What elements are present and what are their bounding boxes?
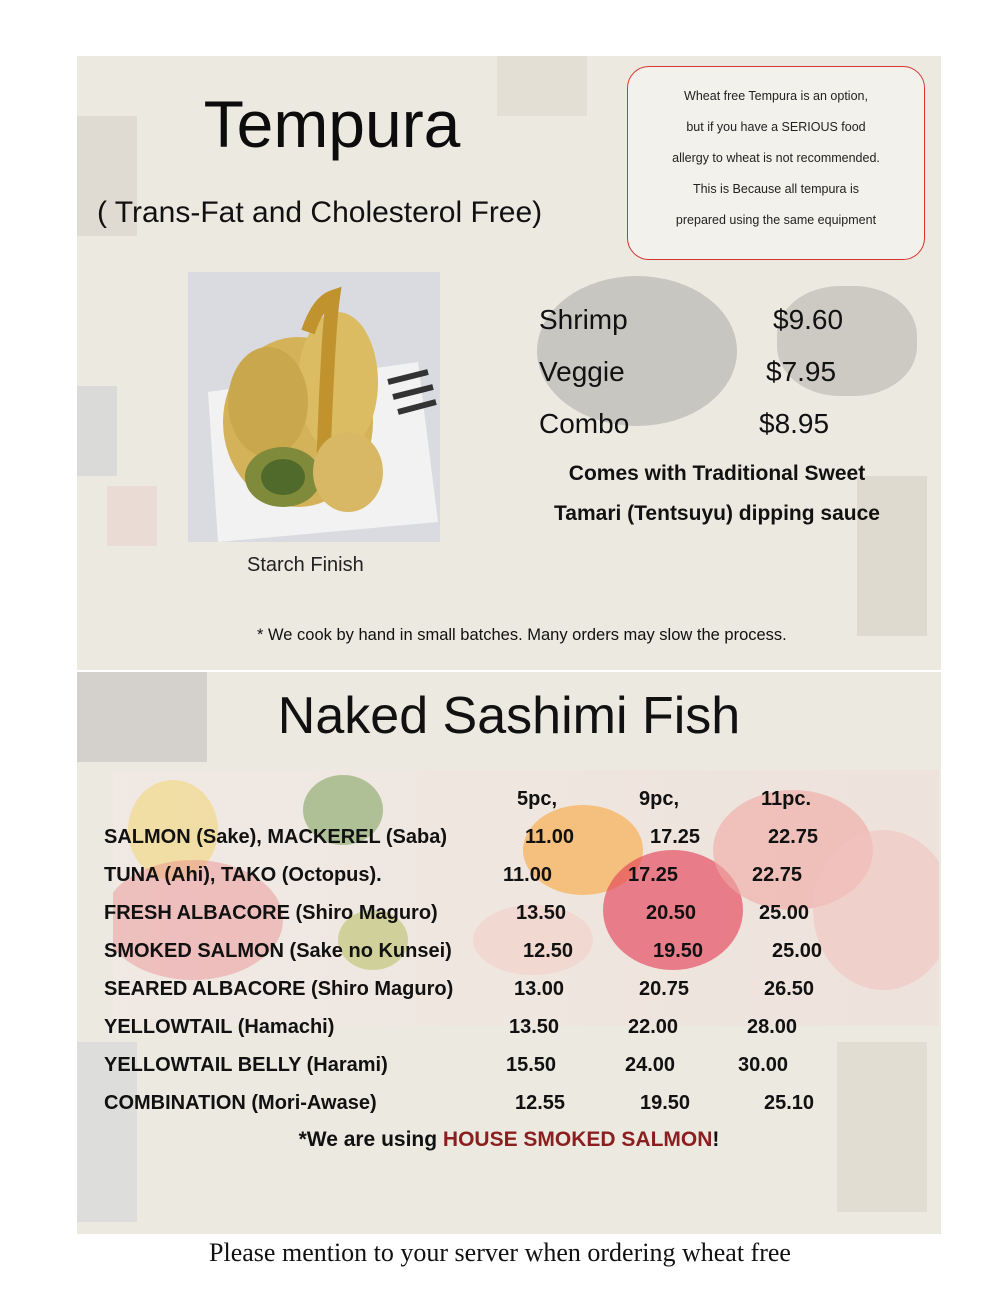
price-5pc: 13.00	[514, 978, 565, 1000]
sauce-note-line: Comes with Traditional Sweet	[568, 462, 866, 485]
house-note-highlight: HOUSE SMOKED SALMON	[442, 1128, 713, 1151]
sauce-note-line: Tamari (Tentsuyu) dipping sauce	[554, 502, 880, 525]
table-row	[77, 1092, 941, 1130]
price-row	[539, 300, 859, 352]
price-9pc: 17.25	[650, 826, 701, 848]
table-row	[77, 978, 941, 1016]
notice-line: but if you have a SERIOUS food	[686, 120, 866, 134]
fish-name: YELLOWTAIL BELLY (Harami)	[104, 1054, 388, 1076]
price-5pc: 12.50	[523, 940, 574, 962]
price-9pc: 19.50	[640, 1092, 691, 1114]
notice-line: Wheat free Tempura is an option,	[684, 89, 868, 103]
background-tile	[77, 386, 117, 476]
price-11pc: 28.00	[747, 1016, 798, 1038]
item-price: $8.95	[759, 408, 830, 439]
background-tile	[107, 486, 157, 546]
sauce-note	[537, 454, 897, 534]
tempura-price-list	[539, 300, 859, 456]
table-row	[77, 1016, 941, 1054]
item-price: $9.60	[773, 304, 844, 335]
tempura-subtitle: ( Trans-Fat and Cholesterol Free)	[97, 196, 543, 229]
house-smoked-note	[77, 1128, 941, 1152]
price-11pc: 25.10	[764, 1092, 815, 1114]
column-header: 5pc,	[517, 788, 558, 810]
background-tile	[497, 56, 587, 116]
notice-line: This is Because all tempura is	[692, 182, 860, 196]
tempura-panel	[77, 56, 941, 670]
notice-line: allergy to wheat is not recommended.	[672, 151, 880, 165]
fish-name: SEARED ALBACORE (Shiro Maguro)	[104, 978, 454, 1000]
price-11pc: 22.75	[752, 864, 803, 886]
table-row	[77, 902, 941, 940]
price-11pc: 22.75	[768, 826, 819, 848]
price-9pc: 22.00	[628, 1016, 679, 1038]
item-price: $7.95	[766, 356, 837, 387]
column-header: 11pc.	[761, 788, 812, 810]
price-11pc: 30.00	[738, 1054, 789, 1076]
price-9pc: 20.50	[646, 902, 697, 924]
price-11pc: 25.00	[772, 940, 823, 962]
price-11pc: 26.50	[764, 978, 815, 1000]
item-name: Veggie	[539, 356, 625, 387]
table-row	[77, 826, 941, 864]
photo-caption: Starch Finish	[247, 554, 364, 576]
price-5pc: 11.00	[503, 864, 552, 886]
item-name: Combo	[539, 408, 630, 439]
tempura-title: Tempura	[203, 87, 461, 161]
table-row	[77, 940, 941, 978]
fish-name: SMOKED SALMON (Sake no Kunsei)	[104, 940, 452, 962]
price-5pc: 12.55	[515, 1092, 566, 1114]
fish-name: YELLOWTAIL (Hamachi)	[104, 1016, 335, 1038]
fish-name: TUNA (Ahi), TAKO (Octopus).	[104, 864, 382, 886]
table-row	[77, 864, 941, 902]
sashimi-panel	[77, 672, 941, 1234]
house-note-suffix: !	[712, 1128, 720, 1151]
price-row	[539, 404, 859, 456]
price-9pc: 19.50	[653, 940, 704, 962]
column-header: 9pc,	[639, 788, 680, 810]
house-note-prefix: *We are using	[298, 1128, 443, 1151]
wheat-free-notice	[627, 66, 925, 260]
price-5pc: 15.50	[506, 1054, 557, 1076]
tempura-photo	[188, 272, 440, 542]
price-9pc: 17.25	[628, 864, 679, 886]
wheat-free-footer: Please mention to your server when ordering wheat free	[209, 1238, 791, 1267]
price-9pc: 24.00	[625, 1054, 676, 1076]
price-11pc: 25.00	[759, 902, 810, 924]
fish-name: SALMON (Sake), MACKEREL (Saba)	[104, 826, 448, 848]
price-5pc: 13.50	[509, 1016, 560, 1038]
table-row	[77, 1054, 941, 1092]
price-row	[539, 352, 859, 404]
price-5pc: 11.00	[525, 826, 574, 848]
sashimi-title: Naked Sashimi Fish	[277, 687, 741, 745]
price-9pc: 20.75	[639, 978, 690, 1000]
notice-line: prepared using the same equipment	[675, 213, 877, 227]
batch-note: * We cook by hand in small batches. Many orders may slow the process.	[257, 626, 787, 644]
price-5pc: 13.50	[516, 902, 567, 924]
fish-name: COMBINATION (Mori-Awase)	[104, 1092, 377, 1114]
item-name: Shrimp	[539, 304, 628, 335]
fish-name: FRESH ALBACORE (Shiro Maguro)	[104, 902, 438, 924]
